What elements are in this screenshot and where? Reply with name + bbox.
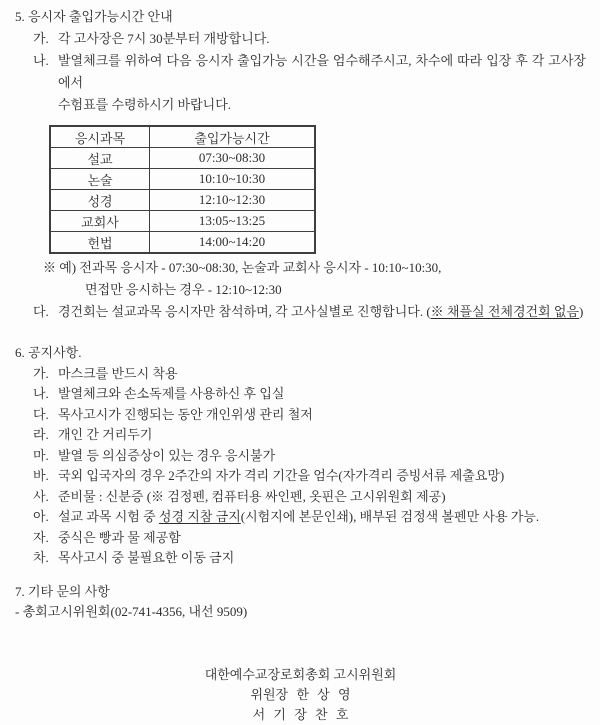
entry-time-table: [49, 125, 316, 254]
note-example-line2: 면접만 응시하는 경우 - 12:10~12:30: [85, 282, 282, 297]
item-text: 목사고시 중 불필요한 이동 금지: [58, 550, 235, 565]
item-label: 다.: [33, 406, 49, 422]
item-label: 아.: [33, 509, 49, 524]
list-item: [33, 466, 586, 487]
list-item: [33, 528, 586, 549]
item-text: 개인 간 거리두기: [58, 427, 153, 442]
item-label: 바.: [33, 468, 49, 483]
list-item: [33, 425, 586, 446]
list-item: [33, 50, 586, 116]
item-text-underlined: 성경 지참 금지: [158, 509, 241, 524]
col-header-subject: 응시과목: [50, 126, 150, 148]
cell-time: 10:10~10:30: [150, 169, 316, 190]
item-text-after: (시험지에 본문인쇄), 배부된 검정색 볼펜만 사용 가능.: [240, 509, 540, 524]
item-text-before: 경건회는 설교과목 응시자만 참석하며, 각 고사실별로 진행합니다. (: [58, 304, 431, 319]
table-row: [50, 190, 315, 211]
cell-subject: 헌법: [50, 232, 150, 254]
cell-time: 13:05~13:25: [150, 211, 316, 232]
item-text-line1: 발열체크를 위하여 다음 응시자 출입가능 시간을 엄수해주시고, 차수에 따라 입장 후 각 고사장에서: [58, 53, 586, 90]
section-5-title: 5. 응시자 출입가능시간 안내: [15, 9, 173, 24]
list-item: [33, 28, 586, 50]
col-header-time: 출입가능시간: [150, 126, 316, 148]
item-label: 마.: [33, 447, 49, 463]
item-text: 마스크를 반드시 착용: [58, 365, 178, 381]
cell-subject: 논술: [50, 169, 150, 190]
section-7-title: 7. 기타 문의 사항: [15, 583, 110, 599]
item-label: 나.: [33, 53, 49, 68]
item-label: 가.: [33, 365, 49, 381]
list-item: [33, 487, 586, 508]
signature-secretary: 서 기 장 찬 호: [252, 706, 349, 722]
section-7: [15, 582, 586, 623]
list-item: [33, 548, 586, 569]
table-row: [50, 148, 315, 169]
note-example-line1: ※ 예) 전과목 응시자 - 07:30~08:30, 논술과 교회사 응시자 - 10:10~10:30,: [43, 260, 442, 275]
signature-block: [15, 665, 586, 725]
contact-line: - 총회고시위원회(02-741-4356, 내선 9509): [15, 604, 248, 619]
item-text: 발열체크와 손소독제를 사용하신 후 입실: [58, 386, 285, 401]
list-item: [33, 301, 586, 323]
item-text-after: ): [579, 304, 584, 319]
item-text: 국외 입국자의 경우 2주간의 자가 격리 기간을 엄수(자가격리 증빙서류 제출요망): [58, 468, 505, 483]
section-6: [15, 343, 586, 569]
section-6-title: 6. 공지사항.: [15, 345, 82, 360]
item-text: 발열 등 의심증상이 있는 경우 응시불가: [58, 447, 276, 463]
cell-subject: 교회사: [50, 211, 150, 232]
item-text: 준비물 : 신분증 (※ 검정펜, 컴퓨터용 싸인펜, 옷핀은 고시위원회 제공): [58, 488, 446, 504]
table-row: [50, 169, 315, 190]
signature-chair: 위원장 한 상 영: [250, 686, 351, 702]
item-text: 중식은 빵과 물 제공함: [58, 529, 181, 545]
list-item: [33, 384, 586, 405]
item-label: 다.: [33, 304, 49, 319]
item-text: [58, 50, 586, 116]
cell-time: 12:10~12:30: [150, 190, 316, 211]
item-label: 가.: [33, 31, 49, 46]
cell-subject: 성경: [50, 190, 150, 211]
section-5: [15, 6, 586, 323]
item-text-underlined: ※ 채플실 전체경건회 없음: [430, 304, 579, 319]
list-item: [33, 507, 586, 528]
item-text-before: 설교 과목 시험 중: [58, 509, 159, 524]
list-item: [33, 446, 586, 467]
item-label: 자.: [33, 529, 49, 545]
item-label: 나.: [33, 386, 49, 401]
table-header-row: [50, 126, 315, 148]
cell-time: 14:00~14:20: [150, 232, 316, 254]
item-text: 목사고시가 진행되는 동안 개인위생 관리 철저: [58, 406, 313, 422]
item-text-line2: 수험표를 수령하시기 바랍니다.: [58, 97, 232, 112]
cell-subject: 설교: [50, 148, 150, 169]
item-label: 라.: [33, 427, 49, 442]
item-text: [58, 301, 586, 323]
table-row: [50, 232, 315, 254]
item-label: 사.: [33, 488, 49, 504]
list-item: [33, 405, 586, 426]
item-label: 차.: [33, 550, 49, 565]
signature-org: 대한예수교장로회총회 고시위원회: [204, 666, 397, 682]
table-row: [50, 211, 315, 232]
list-item: [33, 364, 586, 385]
item-text: 각 고사장은 7시 30분부터 개방합니다.: [58, 31, 270, 46]
cell-time: 07:30~08:30: [150, 148, 316, 169]
item-text: [58, 507, 586, 528]
